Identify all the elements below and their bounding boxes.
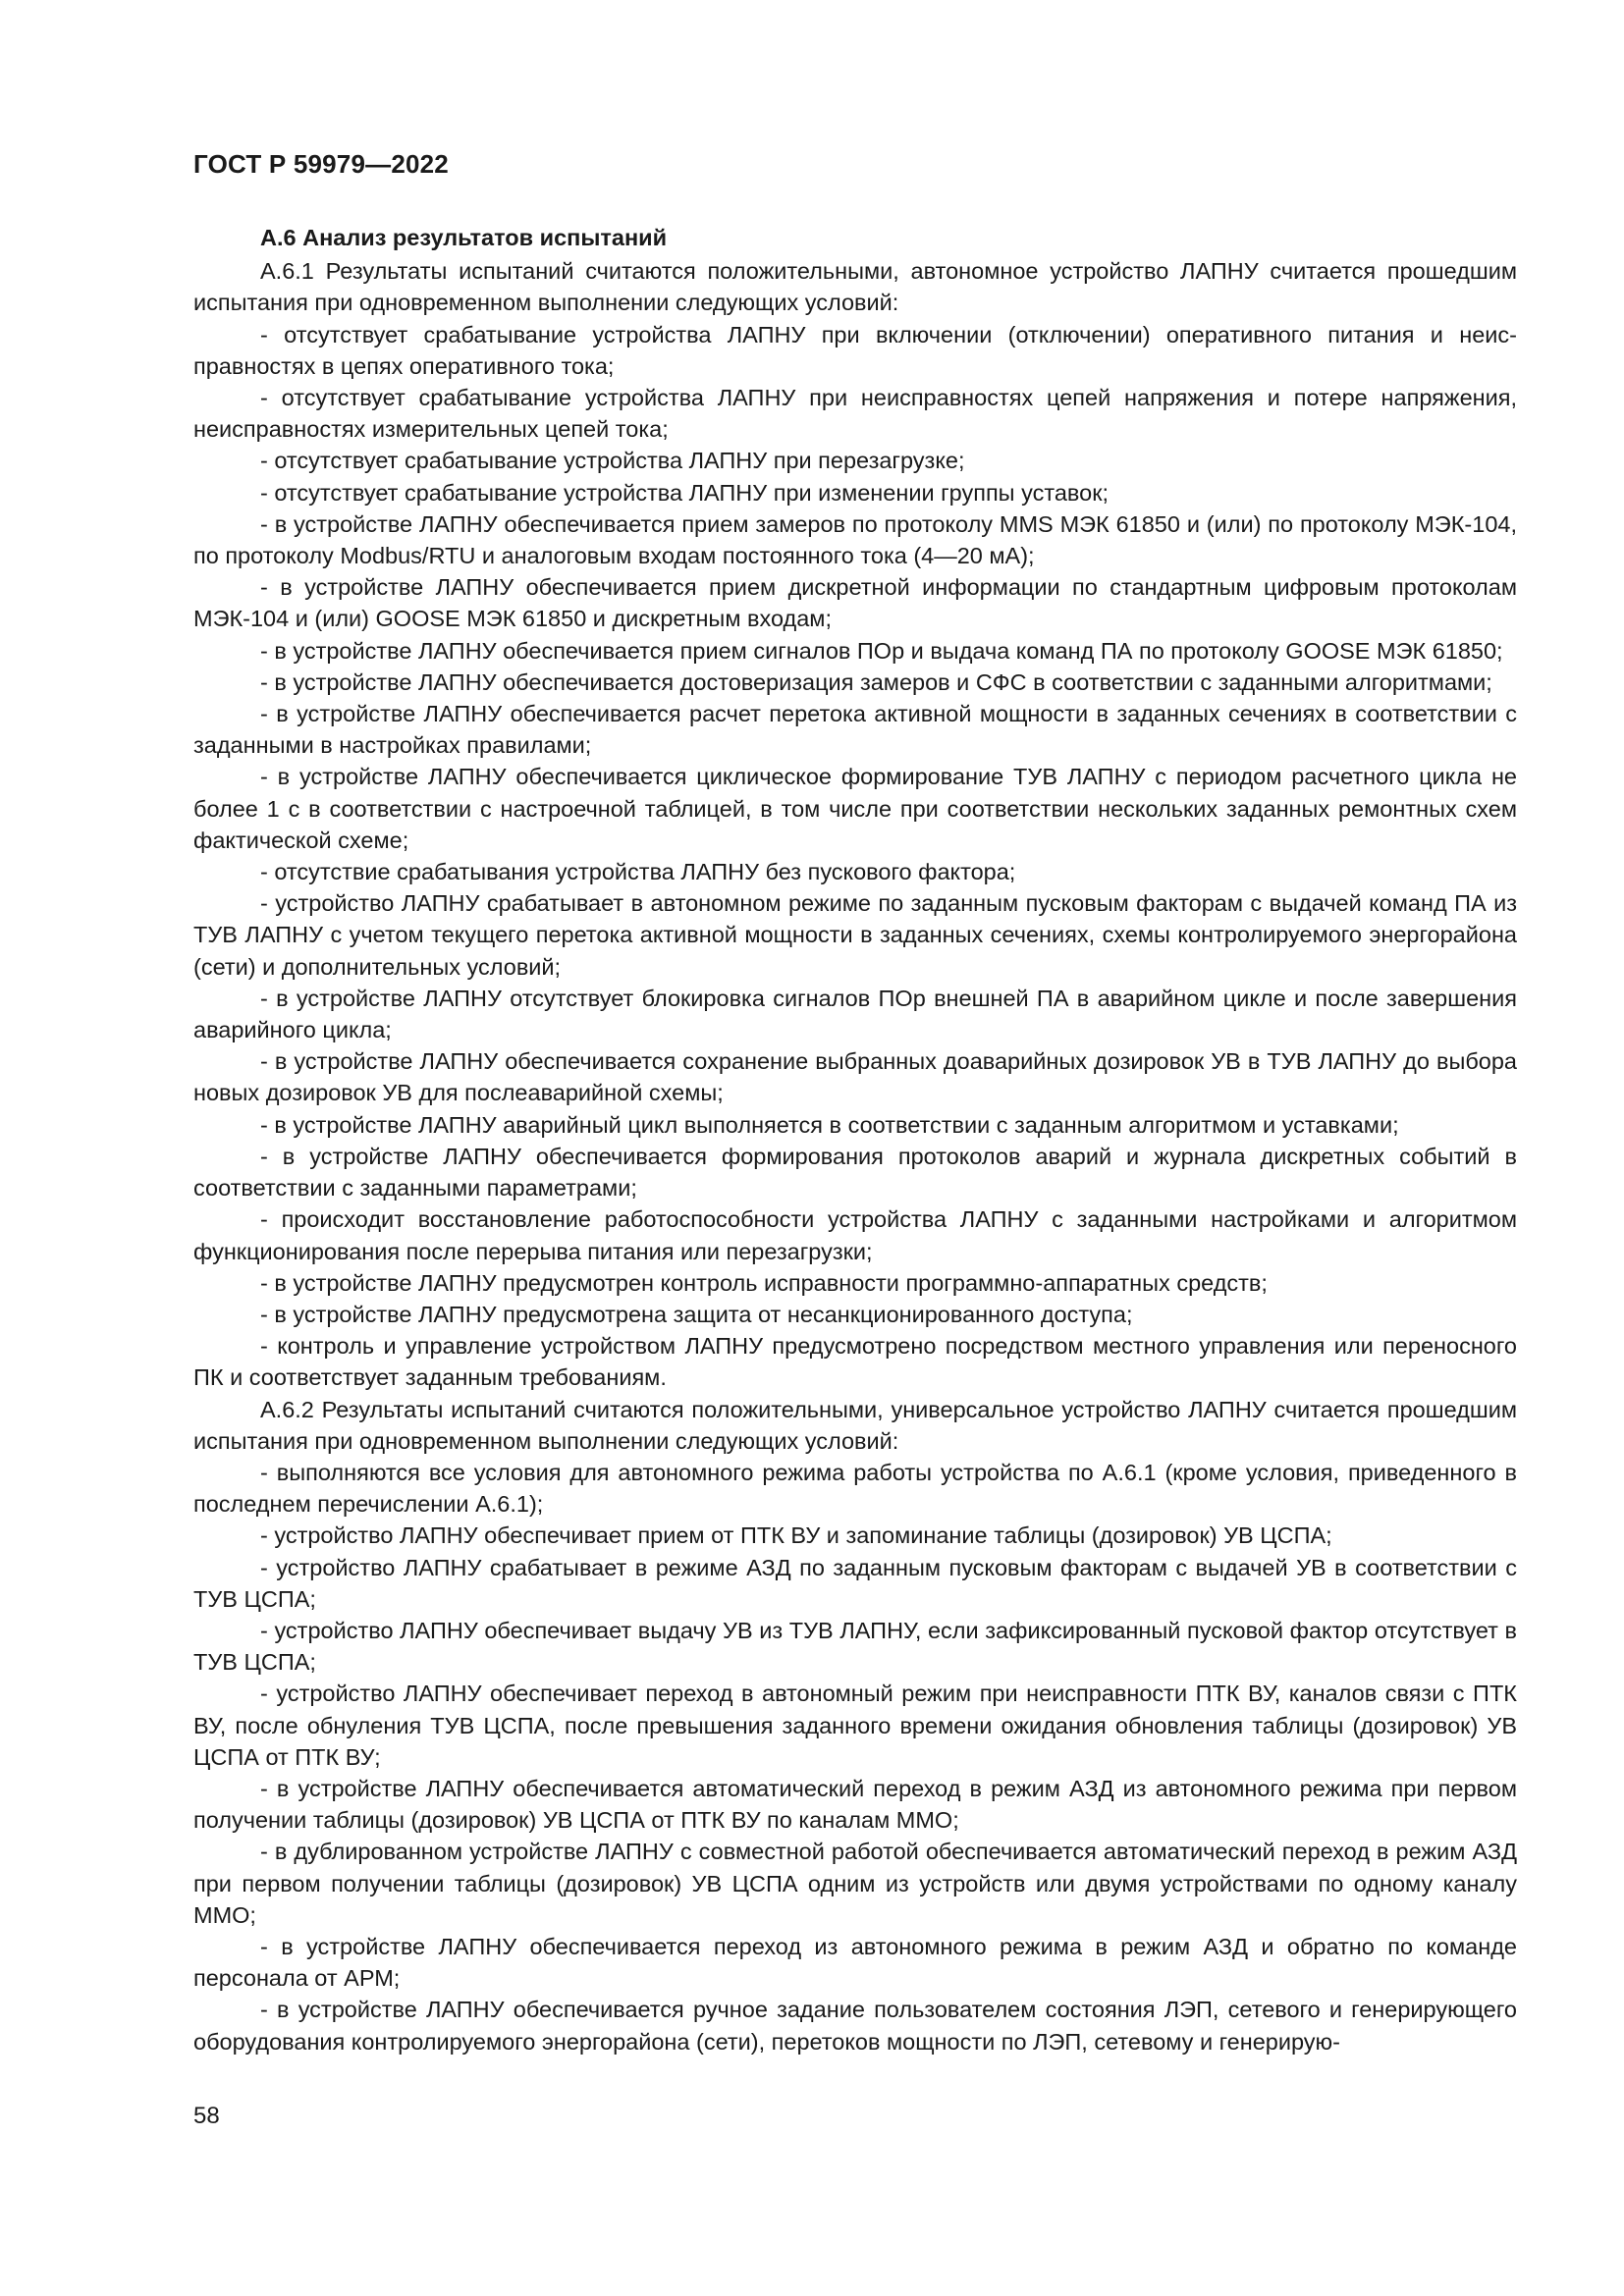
list-item: - в устройстве ЛАПНУ обеспечивается ручное задание пользователем состояния ЛЭП, сетевого и генерирующего оборудования контролируемого энергорайона (сети), перетоков мощности по ЛЭП, сетевому и генерирую- xyxy=(193,1997,1517,2055)
list-item: - в устройстве ЛАПНУ обеспечивается сохранение выбранных доаварийных дозировок УВ в ТУВ ЛАПНУ до выбора новых дозировок УВ для послеаварийной схемы; xyxy=(193,1048,1517,1106)
list-item: - отсутствие срабатывания устройства ЛАПНУ без пускового фактора; xyxy=(260,859,1016,885)
paragraph-list xyxy=(193,255,1517,2057)
list-item: - в устройстве ЛАПНУ отсутствует блокировка сигналов ПОр внешней ПА в аварийном цикле и после завершения аварийного цикла; xyxy=(193,985,1517,1043)
list-item: - в устройстве ЛАПНУ обеспечивается переход из автономного режима в режим АЗД и обратно по команде персонала от АРМ; xyxy=(193,1933,1517,1992)
list-item: - в дублированном устройстве ЛАПНУ с совместной работой обеспечивается автоматический переход в режим АЗД при первом получении таблицы (дозировок) УВ ЦСПА одним из устройств или двумя устройствами по одному каналу ММО; xyxy=(193,1839,1517,1928)
section-body xyxy=(193,222,1517,2057)
list-item: - устройство ЛАПНУ срабатывает в автономном режиме по заданным пусковым факторам с выдачей команд ПА из ТУВ ЛАПНУ с учетом текущего перетока активной мощности в заданных сечениях, схемы контролируемого энергорайона (сети) и дополнительных условий; xyxy=(193,890,1517,980)
list-item: - в устройстве ЛАПНУ обеспечивается достоверизация замеров и СФС в соответствии с заданными алгоритмами; xyxy=(260,668,1492,695)
list-item: - в устройстве ЛАПНУ аварийный цикл выполняется в соответствии с заданным алгоритмом и уставками; xyxy=(260,1111,1399,1138)
page-number: 58 xyxy=(193,2103,220,2129)
list-item: - в устройстве ЛАПНУ предусмотрена защита от несанкционированного доступа; xyxy=(260,1301,1133,1327)
list-item: - в устройстве ЛАПНУ обеспечивается прием замеров по протоколу MMS МЭК 61850 и (или) по протоколу МЭК-104, по протоколу Modbus/RTU и аналоговым входам постоянного тока (4—20 мА); xyxy=(193,510,1517,569)
list-item: - устройство ЛАПНУ обеспечивает выдачу УВ из ТУВ ЛАПНУ, если зафиксированный пусковой фактор отсутствует в ТУВ ЦСПА; xyxy=(193,1617,1517,1676)
list-item: - устройство ЛАПНУ обеспечивает прием от ПТК ВУ и запоминание таблицы (дозировок) УВ ЦСПА; xyxy=(260,1522,1332,1549)
list-item: - отсутствует срабатывание устройства ЛАПНУ при перезагрузке; xyxy=(260,448,965,474)
list-item: - устройство ЛАПНУ обеспечивает переход в автономный режим при неисправности ПТК ВУ, каналов связи с ПТК ВУ, после обнуления ТУВ ЦСПА, после превышения заданного времени ожидания обновления таблицы (дозировок) УВ ЦСПА от ПТК ВУ; xyxy=(193,1681,1517,1770)
list-item: - в устройстве ЛАПНУ обеспечивается формирования протоколов аварий и журнала дискретных событий в соответствии с заданными параметрами; xyxy=(193,1143,1517,1201)
list-item: - отсутствует срабатывание устройства ЛАПНУ при включении (отключении) оперативного питания и неисправностях в цепях оперативного тока; xyxy=(193,321,1517,379)
list-item: - отсутствует срабатывание устройства ЛАПНУ при неисправностях цепей напряжения и потере напряжения, неисправностях измерительных цепей тока; xyxy=(193,385,1517,443)
section-title: А.6 Анализ результатов испытаний xyxy=(260,225,668,250)
list-item: - в устройстве ЛАПНУ обеспечивается прием дискретной информации по стандартным цифровым протоколам МЭК-104 и (или) GOOSE МЭК 61850 и дискретным входам; xyxy=(193,574,1517,632)
list-item: - контроль и управление устройством ЛАПНУ предусмотрено посредством местного управления или переносного ПК и соответствует заданным требованиям. xyxy=(193,1333,1517,1391)
list-item: - устройство ЛАПНУ срабатывает в режиме АЗД по заданным пусковым факторам с выдачей УВ в соответствии с ТУВ ЦСПА; xyxy=(193,1554,1517,1612)
list-item: - в устройстве ЛАПНУ обеспечивается расчет перетока активной мощности в заданных сечениях в соответствии с заданными в настройках правилами; xyxy=(193,701,1517,759)
clause-paragraph: А.6.2 Результаты испытаний считаются положительными, универсальное устройство ЛАПНУ считается прошедшим испытания при одновременном выполнении следующих условий: xyxy=(193,1396,1517,1454)
document-header: ГОСТ Р 59979—2022 xyxy=(193,149,449,179)
clause-paragraph: А.6.1 Результаты испытаний считаются положительными, автономное устройство ЛАПНУ считается прошедшим испытания при одновременном выполнении следующих условий: xyxy=(193,258,1517,316)
list-item: - в устройстве ЛАПНУ обеспечивается автоматический переход в режим АЗД из автономного режима при первом получении таблицы (дозировок) УВ ЦСПА от ПТК ВУ по каналам ММО; xyxy=(193,1775,1517,1834)
list-item: - в устройстве ЛАПНУ предусмотрен контроль исправности программно-аппаратных средств; xyxy=(260,1269,1268,1296)
list-item: - в устройстве ЛАПНУ обеспечивается циклическое формирование ТУВ ЛАПНУ с периодом расчетного цикла не более 1 с в соответствии с настроечной таблицей, в том числе при соответствии нескольких заданных ремонтных схем фактической схеме; xyxy=(193,764,1517,853)
list-item: - выполняются все условия для автономного режима работы устройства по А.6.1 (кроме условия, приведенного в последнем перечислении А.6.1); xyxy=(193,1459,1517,1518)
list-item: - в устройстве ЛАПНУ обеспечивается прием сигналов ПОр и выдача команд ПА по протоколу GOOSE МЭК 61850; xyxy=(260,637,1503,664)
list-item: - происходит восстановление работоспособности устройства ЛАПНУ с заданными настройками и алгоритмом функционирования после перерыва питания или перезагрузки; xyxy=(193,1206,1517,1264)
list-item: - отсутствует срабатывание устройства ЛАПНУ при изменении группы уставок; xyxy=(260,479,1110,506)
